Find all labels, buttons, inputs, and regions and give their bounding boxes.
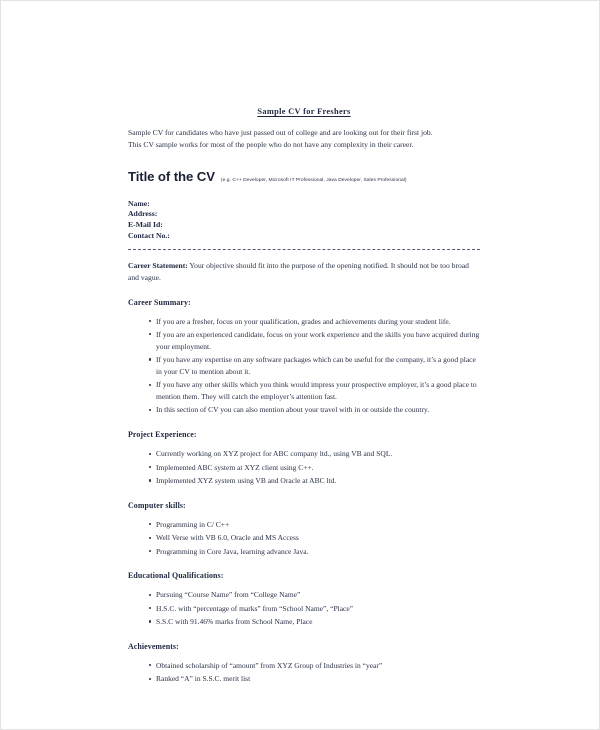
list-item: Currently working on XYZ project for ABC company ltd., using VB and SQL. [149,448,480,460]
list-item: If you have any expertise on any software packages which can be useful for the company, it’s a good place in your CV to mention about it. [149,354,480,378]
list-item: Well Verse with VB 6.0, Oracle and MS Access [149,532,480,544]
cv-title-note: (e.g. C++ Developer, Microsoft IT Professional, Java Developer, Sales Professional) [220,177,407,183]
list-item: Implemented XYZ system using VB and Oracle at ABC ltd. [149,475,480,487]
list-item: Programming in C/ C++ [149,519,480,531]
list-item: If you have any other skills which you think would impress your prospective employer, it’s a good place to mention them. They will catch the employer’s attention fast. [149,379,480,403]
list-item: H.S.C. with “percentage of marks” from “School Name”, “Place” [149,603,480,615]
contact-field-phone: Contact No.: [128,231,170,241]
list-computer-skills [128,519,480,558]
contact-field-name: Name: [128,198,150,208]
list-item: Pursuing “Course Name” from “College Name” [149,589,480,601]
list-career-summary [128,316,480,417]
list-item: If you are an experienced candidate, focus on your work experience and the skills you have acquired during your employment. [149,329,480,353]
page-title: Sample CV for Freshers [257,107,351,116]
document-content [128,107,480,699]
list-educational-qualifications [128,589,480,628]
intro-line-1: Sample CV for candidates who have just passed out of college and are looking out for their first job. [128,127,433,137]
contact-block [128,199,480,243]
list-item: Implemented ABC system at XYZ client using C++. [149,462,480,474]
list-project-experience [128,448,480,487]
section-heading-project-experience: Project Experience: [128,430,197,440]
list-item: S.S.C with 91.46% marks from School Name, Place [149,616,480,628]
cv-title: Title of the CV [128,168,215,184]
career-statement [128,260,480,284]
career-statement-label: Career Statement: [128,261,188,271]
section-heading-educational-qualifications: Educational Qualifications: [128,571,224,581]
list-item: In this section of CV you can also mention about your travel with in or outside the country. [149,404,480,416]
list-item: Programming in Core Java, learning advance Java. [149,546,480,558]
intro-line-2: This CV sample works for most of the people who do not have any complexity in their career. [128,140,414,150]
list-item: Ranked “A” in S.S.C. merit list [149,673,480,685]
section-heading-computer-skills: Computer skills: [128,500,186,510]
list-item: Obtained scholarship of “amount” from XYZ Group of Industries in “year” [149,660,480,672]
cv-title-row [128,169,480,184]
contact-field-address: Address: [128,209,158,219]
intro-paragraph [128,127,480,152]
list-item: If you are a fresher, focus on your qualification, grades and achievements during your student life. [149,316,480,328]
section-heading-career-summary: Career Summary: [128,297,191,307]
section-heading-achievements: Achievements: [128,641,179,651]
contact-field-email: E-Mail Id: [128,220,163,230]
section-divider [128,249,480,250]
career-statement-text: Your objective should fit into the purpose of the opening notified. It should not be too broad and vague. [128,261,469,283]
list-achievements [128,660,480,685]
